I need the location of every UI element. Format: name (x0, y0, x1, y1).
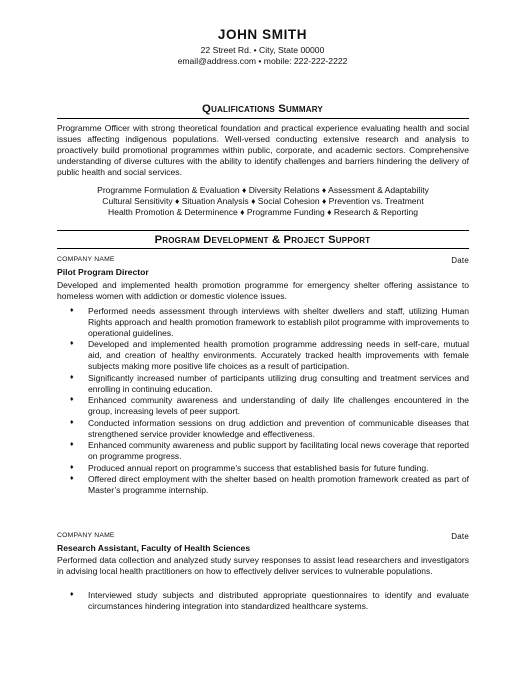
bullet-text: Conducted information sessions on drug addiction and prevention of communicable diseases that strengthened service provider knowledge and effectiveness. (88, 417, 469, 439)
company-name: COMPANY NAME (57, 256, 115, 263)
contact-line: email@address.com • mobile: 222-222-2222 (177, 56, 348, 66)
skills-line: Programme Formulation & Evaluation ♦ Diversity Relations ♦ Assessment & Adaptability (97, 185, 429, 195)
bullet-text: Significantly increased number of participants utilizing drug consulting and treatment services and enrolling in continuing education. (88, 372, 469, 394)
qualifications-heading: Qualifications Summary (202, 103, 323, 115)
skills-list (57, 185, 469, 218)
address-line: 22 Street Rd. • City, State 00000 (200, 45, 325, 55)
job-bullet-list (70, 306, 469, 497)
section-top-rule (57, 230, 469, 231)
list-item (70, 590, 469, 612)
skills-line: Cultural Sensitivity ♦ Situation Analysis ♦ Social Cohesion ♦ Prevention vs. Treatment (102, 195, 424, 206)
diamond-bullet-icon: ♦ (70, 307, 74, 314)
experience-heading: Program Development & Project Support (154, 234, 371, 246)
list-item (70, 474, 469, 496)
job-description: Developed and implemented health promotion programme for emergency shelter offering assistance to homeless women with addiction or domestic violence issues. (57, 280, 469, 301)
bullet-text: Enhanced community awareness and public support by facilitating local news coverage that reported on programme progress. (88, 440, 469, 462)
diamond-bullet-icon: ♦ (70, 441, 74, 449)
job-description: Performed data collection and analyzed study survey responses to assist lead researchers and investigators in advising local health practitioners on how to effectively deliver services to vulnerable populations. (57, 555, 469, 576)
diamond-bullet-icon: ♦ (70, 418, 74, 426)
job-title: Pilot Program Director (57, 267, 149, 277)
list-item (70, 339, 469, 372)
list-item (70, 418, 469, 440)
job-title: Research Assistant, Faculty of Health Sciences (57, 543, 251, 553)
bullet-text: Produced annual report on programme’s success that established basis for future funding. (88, 462, 429, 473)
skills-line: Health Promotion & Determinence ♦ Programme Funding ♦ Research & Reporting (108, 206, 418, 217)
bullet-text: Interviewed study subjects and distributed appropriate questionnaires to identify and evaluate circumstances hindering integration into standardized healthcare systems. (88, 590, 469, 611)
list-item (70, 395, 469, 417)
qualifications-summary: Programme Officer with strong theoretical foundation and practical experience evaluating health and social issues affecting indigenous populations. Well-versed conducting extensive research and analysis to proactively build promotional programmes within public, corporate, and academic sectors. Comprehensive understanding of diverse cultures with the ability to identify challenges and barriers hindering the delivery of public health and social services. (57, 123, 469, 177)
experience-rule (57, 248, 469, 249)
bullet-text: Offered direct employment with the shelter based on health promotion framework created as part of Master’s programme internship. (88, 474, 469, 496)
job-date: Date (451, 256, 469, 265)
company-name: COMPANY NAME (57, 532, 115, 539)
list-item (70, 306, 469, 339)
diamond-bullet-icon: ♦ (70, 475, 74, 483)
job-bullet-list (70, 590, 469, 613)
diamond-bullet-icon: ♦ (70, 591, 74, 598)
job-date: Date (451, 532, 469, 541)
diamond-bullet-icon: ♦ (70, 463, 74, 471)
candidate-name: JOHN SMITH (217, 27, 308, 42)
bullet-text: Performed needs assessment through interviews with shelter dwellers and staff, utilizing Human Rights approach and health promotion framework to establish pilot programme with improvements to operational guidelines. (88, 306, 469, 338)
diamond-bullet-icon: ♦ (70, 340, 74, 348)
bullet-text: Enhanced community awareness and understanding of daily life challenges encountered in the group, increasing levels of peer support. (88, 395, 469, 417)
list-item (70, 440, 469, 462)
diamond-bullet-icon: ♦ (70, 396, 74, 404)
diamond-bullet-icon: ♦ (70, 373, 74, 381)
qualifications-rule (57, 118, 469, 119)
bullet-text: Developed and implemented health promotion programme addressing needs in self-care, mutual aid, and creation of healthy environments. Accurately tracked health improvements with female subjects making more positive life choices as a result of participation. (88, 339, 469, 372)
list-item (70, 463, 469, 474)
list-item (70, 373, 469, 395)
